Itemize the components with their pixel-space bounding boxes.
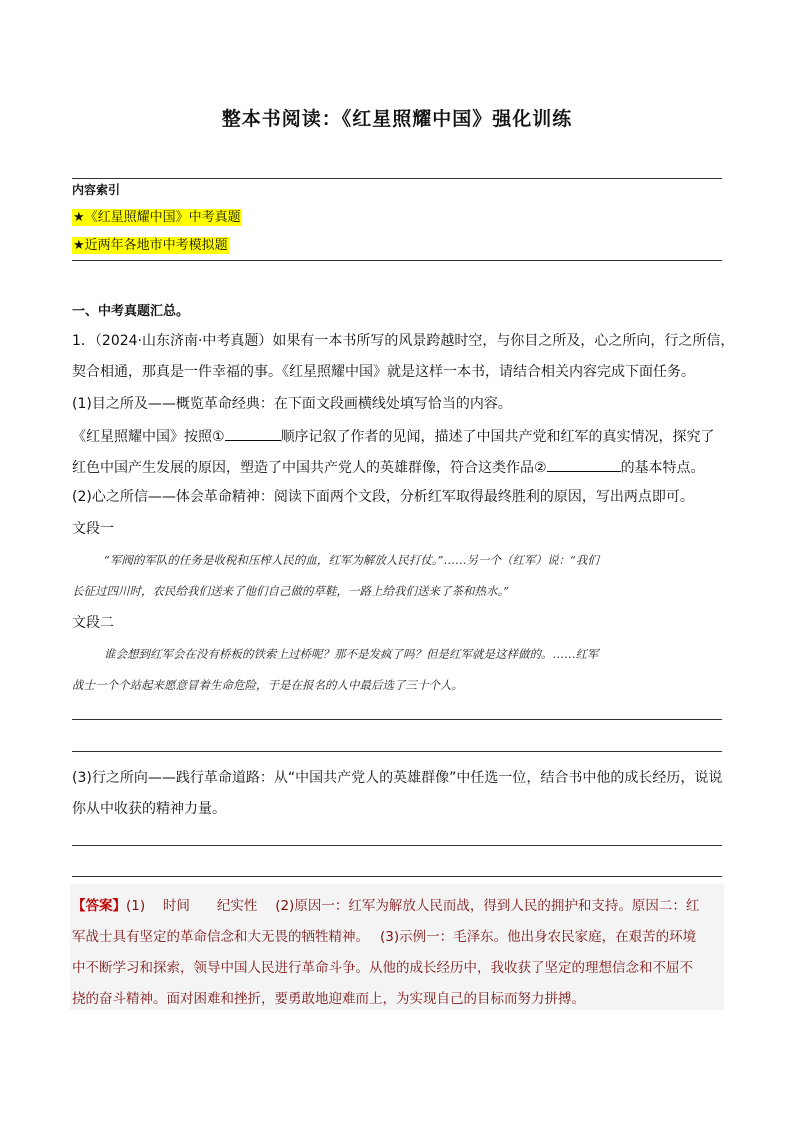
part-1-text-a: 《红星照耀中国》按照① [72, 429, 225, 445]
question-1-line-2: 契合相通，那真是一件幸福的事。《红星照耀中国》就是这样一本书，请结合相关内容完成下面任务。 [72, 364, 695, 380]
question-1-line-1: 1．（2024·山东济南·中考真题）如果有一本书所写的风景跨越时空，与你目之所及，心之所向，行之所信， [72, 333, 735, 349]
page-title: 整本书阅读：《红星照耀中国》强化训练 [221, 108, 573, 130]
segment-1-label: 文段一 [72, 521, 114, 537]
index-item-2[interactable] [72, 234, 229, 253]
answer-line-3[interactable] [72, 845, 722, 846]
part-1-text-c: 红色中国产生发展的原因，塑造了中国共产党人的英雄群像，符合这类作品② [72, 460, 547, 476]
segment-2-label: 文段二 [72, 615, 114, 631]
index-item-label: ★《红星照耀中国》中考真题 [73, 210, 241, 225]
index-heading: 内容索引 [72, 183, 121, 197]
answer-line-2-text: 军战士具有坚定的革命信念和大无畏的牺牲精神。 (3)示例一：毛泽东。他出身农民家庭，在艰苦的环境 [72, 929, 697, 945]
segment-2-line-1: 谁会想到红军会在没有桥板的铁索上过桥呢？那不是发疯了吗？但是红军就是这样做的。……红军 [104, 647, 599, 661]
answer-line-3-text: 中不断学习和探索，领导中国人民进行革命斗争。从他的成长经历中，我收获了坚定的理想信念和不屈不 [72, 960, 693, 976]
part-2-heading: (2)心之所信——体会革命精神：阅读下面两个文段，分析红军取得最终胜利的原因，写出两点即可。 [72, 489, 694, 505]
part-1-line-1 [72, 426, 715, 446]
segment-1-line-2: 长征过四川时，农民给我们送来了他们自己做的草鞋，一路上给我们送来了茶和热水。” [72, 584, 510, 598]
part-1-line-2 [72, 457, 705, 477]
part-1-heading: (1)目之所及——概览革命经典：在下面文段画横线处填写恰当的内容。 [72, 396, 512, 412]
index-item-1[interactable] [72, 206, 242, 225]
answer-text: (1) 时间 纪实性 (2)原因一：红军为解放人民而战，得到人民的拥护和支持。原因二：红 [126, 898, 700, 914]
fill-blank-1[interactable] [225, 426, 281, 441]
index-bottom-rule [72, 260, 722, 261]
answer-tag: 【答案】 [72, 898, 126, 914]
part-3-line-1: (3)行之所向——践行革命道路：从“中国共产党人的英雄群像”中任选一位，结合书中他的成长经历，说说 [72, 770, 723, 786]
segment-2-line-2: 战士一个个站起来愿意冒着生命危险，于是在报名的人中最后选了三十个人。 [72, 678, 463, 692]
answer-line-2[interactable] [72, 751, 722, 752]
section-heading: 一、中考真题汇总。 [72, 304, 190, 319]
fill-blank-2[interactable] [547, 457, 621, 472]
answer-line-1-text [72, 894, 699, 914]
part-1-text-d: 的基本特点。 [620, 460, 705, 476]
index-top-rule [72, 178, 722, 179]
answer-line-1[interactable] [72, 719, 722, 720]
answer-box [70, 884, 724, 1010]
segment-1-line-1: “军阀的军队的任务是收税和压榨人民的血，红军为解放人民打仗。”……另一个（红军）说：“我们 [104, 553, 599, 567]
answer-line-4[interactable] [72, 876, 722, 877]
part-3-line-2: 你从中收获的精神力量。 [72, 801, 226, 817]
index-item-label: ★近两年各地市中考模拟题 [73, 238, 228, 253]
part-1-text-b: 顺序记叙了作者的见闻，描述了中国共产党和红军的真实情况，探究了 [280, 429, 715, 445]
answer-line-4-text: 挠的奋斗精神。面对困难和挫折，要勇敢地迎难而上，为实现自己的目标而努力拼搏。 [72, 991, 585, 1007]
